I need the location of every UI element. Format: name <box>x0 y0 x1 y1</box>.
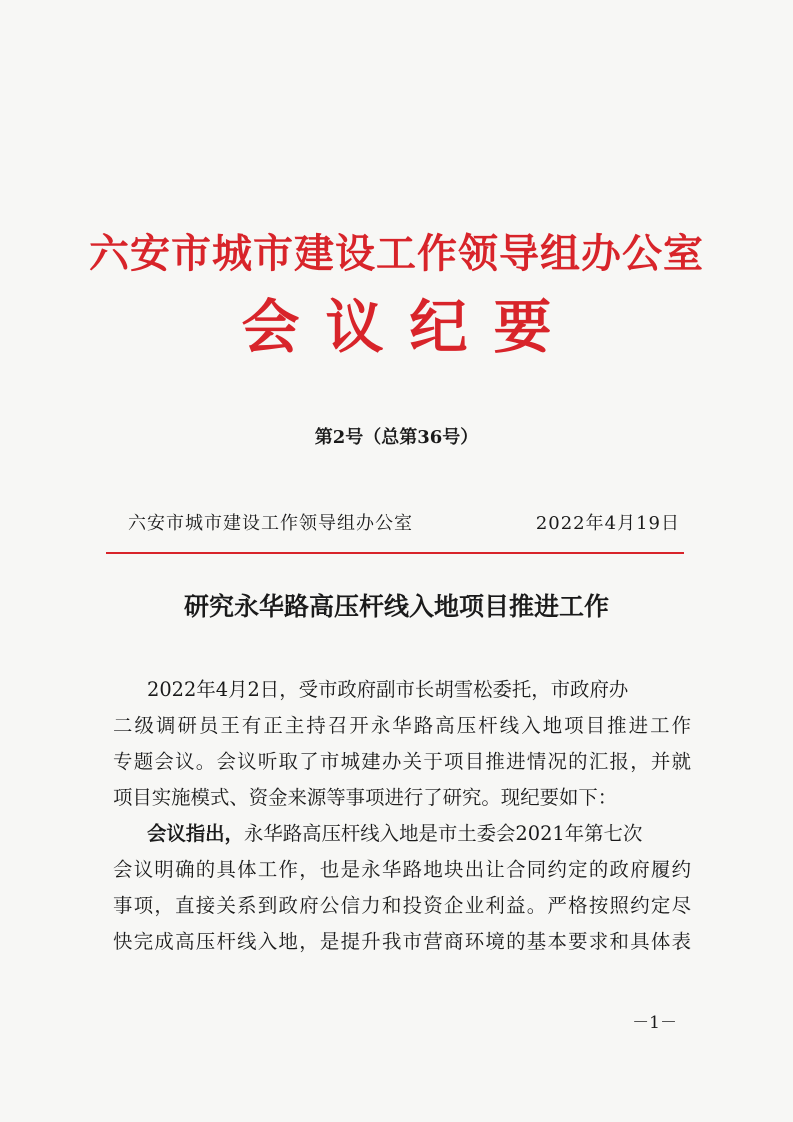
paragraph-text: 永华路高压杆线入地是市土委会2021年第七次 <box>243 822 643 845</box>
paragraph-lead: 会议指出， <box>147 822 244 845</box>
paragraph-line: 事项，直接关系到政府公信力和投资企业利益。严格按照约定尽 <box>113 894 691 917</box>
issuer-name: 六安市城市建设工作领导组办公室 <box>128 513 413 534</box>
issuing-organization-heading: 六安市城市建设工作领导组办公室 <box>89 230 704 277</box>
red-divider-line <box>106 552 684 554</box>
paragraph-line: 二级调研员王有正主持召开永华路高压杆线入地项目推进工作 <box>113 714 691 737</box>
paragraph-line: 会议明确的具体工作，也是永华路地块出让合同约定的政府履约 <box>113 858 691 881</box>
issue-date: 2022年4月19日 <box>535 513 680 534</box>
paragraph-line: 2022年4月2日，受市政府副市长胡雪松委托，市政府办 <box>147 678 629 701</box>
paragraph-line <box>113 816 691 852</box>
article-title: 研究永华路高压杆线入地项目推进工作 <box>183 592 609 621</box>
paragraph-line: 专题会议。会议听取了市城建办关于项目推进情况的汇报，并就 <box>113 750 691 773</box>
paragraph-line: 快完成高压杆线入地，是提升我市营商环境的基本要求和具体表 <box>113 930 691 953</box>
page-number: －1－ <box>632 1013 677 1033</box>
article-body <box>113 672 691 960</box>
document-number: 第2号（总第36号） <box>314 427 479 448</box>
paragraph-line: 项目实施模式、资金来源等事项进行了研究。现纪要如下： <box>113 786 618 809</box>
document-type-title: 会议纪要 <box>241 293 578 361</box>
